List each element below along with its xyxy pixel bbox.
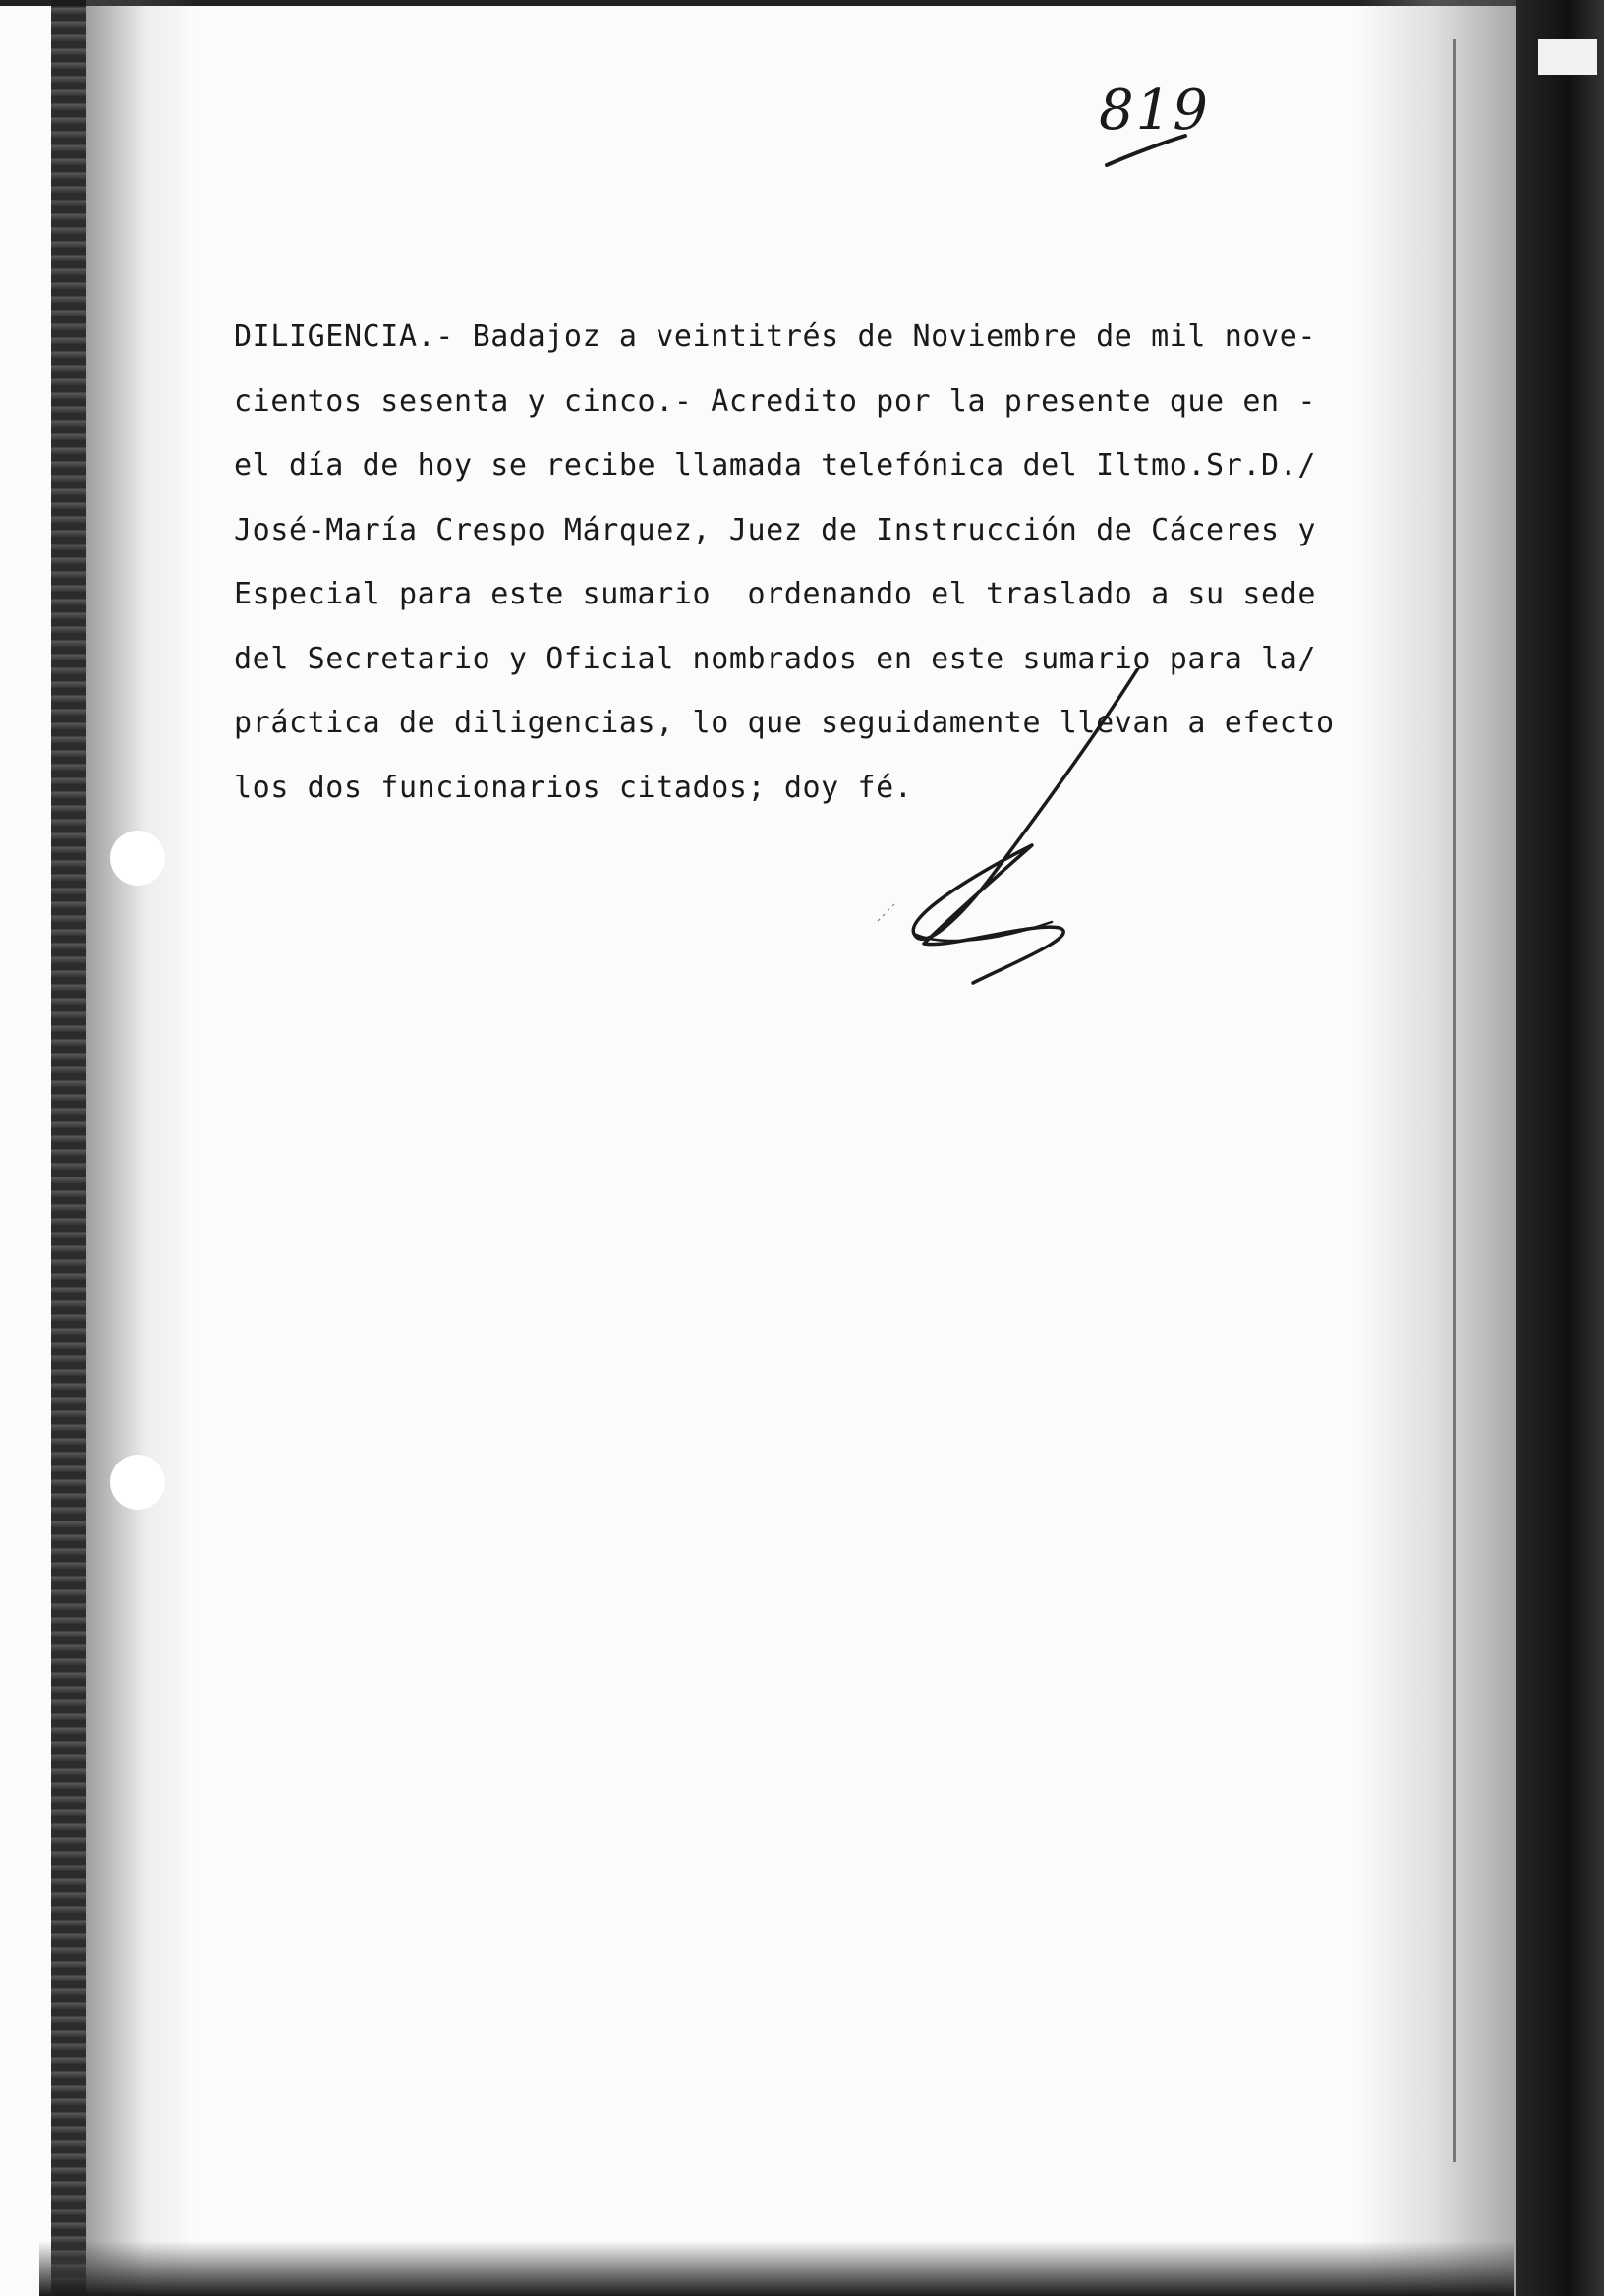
text-line: los dos funcionarios citados; doy fé.	[234, 770, 913, 805]
text-line: José-María Crespo Márquez, Juez de Instrucción de Cáceres y	[234, 512, 1317, 547]
diligence-text	[234, 305, 1374, 820]
text-line: el día de hoy se recibe llamada telefónica del Iltmo.Sr.D./	[234, 448, 1317, 483]
text-line: DILIGENCIA.- Badajoz a veintitrés de Noviembre de mil nove-	[234, 319, 1317, 354]
punch-hole-upper	[110, 831, 165, 886]
scan-bottom-edge	[39, 2241, 1514, 2296]
text-line: del Secretario y Oficial nombrados en este sumario para la/	[234, 641, 1317, 676]
handwritten-signature	[855, 668, 1170, 1003]
punch-hole-lower	[110, 1455, 165, 1510]
text-line: Especial para este sumario ordenando el traslado a su sede	[234, 577, 1317, 611]
folio-underline	[1099, 79, 1217, 177]
page-fold-line	[1453, 39, 1456, 2162]
scan-left-edge	[51, 0, 86, 2296]
folio-number-text: 819	[1099, 79, 1210, 143]
text-line: práctica de diligencias, lo que seguidamente llevan a efecto	[234, 706, 1335, 740]
scan-left-shadow	[86, 0, 195, 2296]
text-line: cientos sesenta y cinco.- Acredito por la presente que en -	[234, 383, 1317, 419]
scan-right-edge	[1516, 0, 1604, 2296]
folio-number	[1099, 79, 1217, 177]
scan-right-edge-highlight	[1538, 39, 1597, 75]
